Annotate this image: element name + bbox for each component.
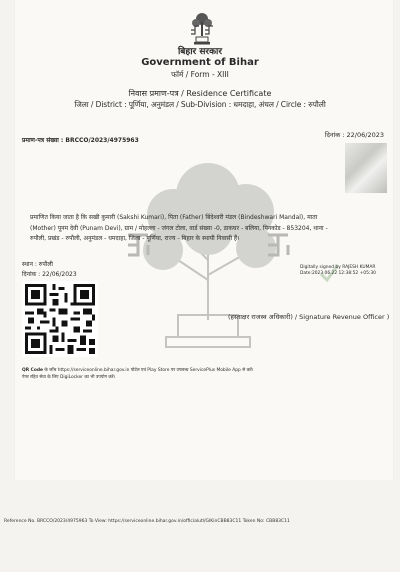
issue-date: दिनांक : 22/06/2023 [324,131,384,139]
digital-signature-signer: Digitally signed by RAJESH KUMAR [300,265,376,270]
digilocker-note: पेपर रहित सेवा के लिए DigiLocker का भी उपयोग करें। [22,375,116,380]
footer-date: दिनांक : 22/06/2023 [22,271,77,278]
form-number: फॉर्म / Form - XIII [171,70,229,79]
location-line: जिला / District : पूर्णिया, अनुमंडल / Sub-Division : धमदाहा, अंचल / Circle : रुपौली [74,100,326,109]
bodhi-tree-emblem-icon [189,10,215,46]
certificate-number: प्रमाण-पत्र संख्या : BRCCO/2023/4975963 [22,137,139,144]
qr-note-text: के जाँच https://serviceonline.bihar.gov.in पोर्टल एवं Play Store पर उपलब्ध ServicePlus Mobile App से करें। [43,368,254,373]
digital-signature [300,265,376,277]
body-line: रुपौली, प्रखंड - रुपौली, अनुमंडल - धमदाहा, जिला - पूर्णिया, राज्य - बिहार के स्थायी निवासी हैं। [30,235,240,242]
place-line: स्थान : रुपौली [22,261,53,268]
government-title-hindi: बिहार सरकार [177,47,223,57]
applicant-photo [345,143,387,193]
signature-title: (हस्ताक्षर राजस्व अधिकारी) / Signature Revenue Officer ) [228,313,390,321]
reference-line: Reference No. BRCCO/2023/4975963 To View: https://serviceonline.bihar.gov.in/officialutl/GIKinCBB83C11 Token No: CBB83C11 [4,519,290,524]
body-line: प्रमाणित किया जाता है कि सखी कुमारी (Sakshi Kumari), पिता (Father) बिंदेश्वरी मंडल (Bindeshwari Mandal), माता [30,214,318,221]
government-title: Government of Bihar [141,57,259,68]
qr-verification-note [22,367,253,381]
certificate-type: निवास प्रमाण-पत्र / Residence Certificate [128,89,272,98]
body-line: (Mother) पूनम देवी (Punam Devi), ग्राम / मोहल्ला - जंगल टोला, वार्ड संख्या -0, डाकघर - बलिया, पिनकोड - 853204, थाना - [30,224,328,232]
qr-code-icon [22,281,98,357]
qr-note-label: QR Code [22,368,44,373]
bodhi-tree-watermark-icon [108,140,308,375]
certificate-body [30,213,392,245]
digital-signature-date: Date:2023.06.22 12:38:52 +05:30 [300,271,376,276]
